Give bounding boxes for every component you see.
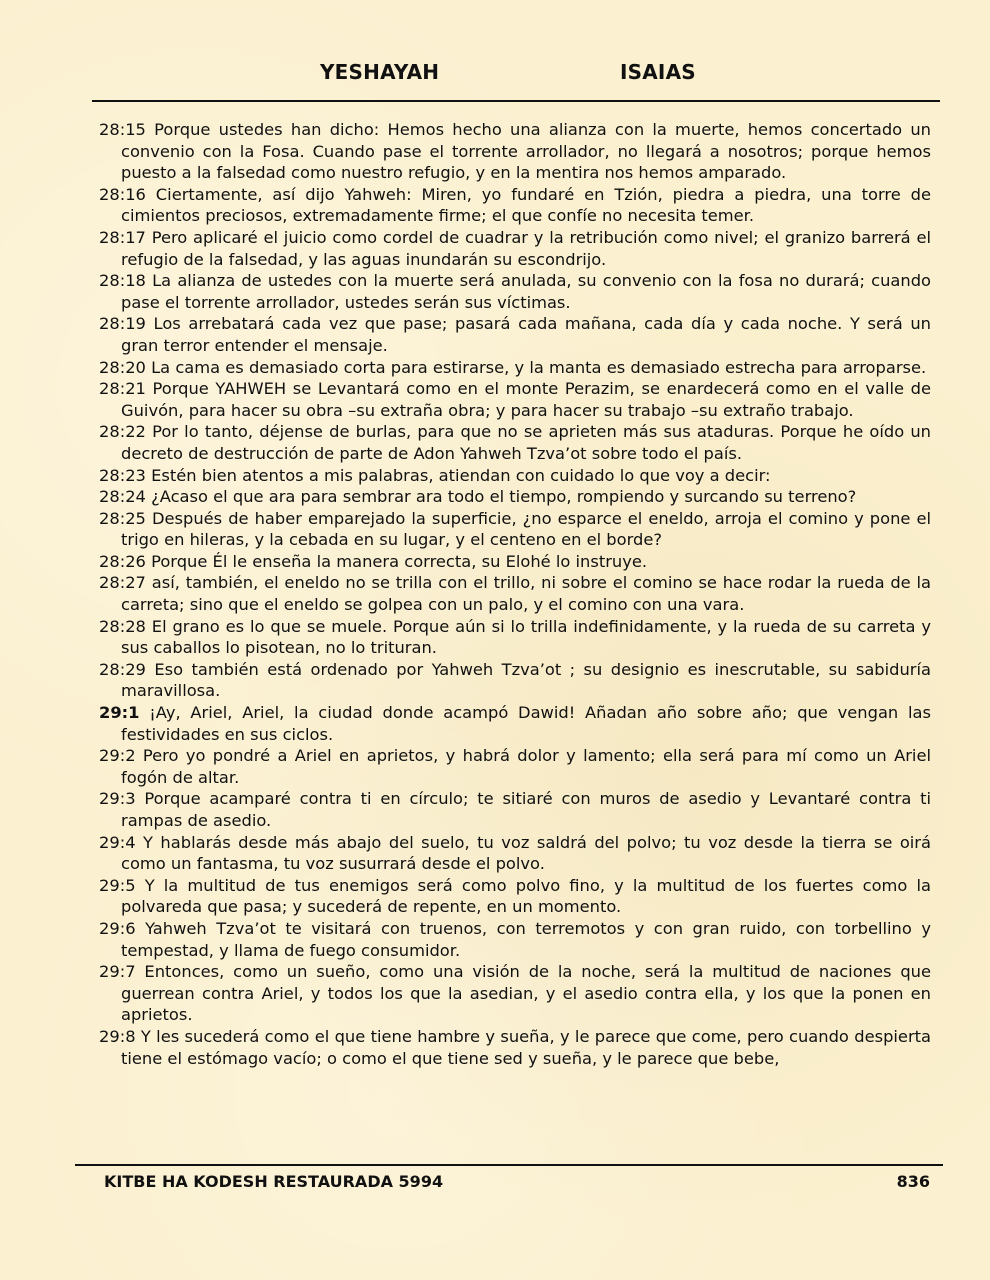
- verse-text: Porque acamparé contra ti en círculo; te sitiaré con muros de asedio y Levantaré contra ti rampas de asedio.: [121, 789, 931, 830]
- verse-reference: 29:6: [99, 918, 136, 938]
- verse-reference: 28:19: [99, 314, 146, 334]
- verse-reference: 29:1: [99, 703, 140, 723]
- verse: [99, 421, 931, 464]
- scripture-text: [99, 119, 931, 1069]
- verse-text: Pero yo pondré a Ariel en aprietos, y habrá dolor y lamento; ella será para mí como un Ariel fogón de altar.: [121, 746, 931, 787]
- verse: [99, 788, 931, 831]
- verse: [99, 270, 931, 313]
- verse: [99, 378, 931, 421]
- verse-text: Por lo tanto, déjense de burlas, para que no se aprieten más sus ataduras. Porque he oído un decreto de destrucción de parte de Adon Yahweh Tzva’ot sobre todo el país.: [121, 422, 931, 463]
- verse-text: Estén bien atentos a mis palabras, atiendan con cuidado lo que voy a decir:: [151, 465, 771, 485]
- verse-text: Entonces, como un sueño, como una visión de la noche, será la multitud de naciones que guerrean contra Ariel, y todos los que la asedian, y el asedio contra ella, y los que la ponen en aprietos.: [121, 962, 931, 1025]
- verse-reference: 29:7: [99, 962, 136, 982]
- verse-reference: 28:22: [99, 422, 146, 442]
- verse-text: así, también, el eneldo no se trilla con el trillo, ni sobre el comino se hace rodar la rueda de la carreta; sino que el eneldo se golpea con un palo, y el comino con una vara.: [121, 573, 931, 615]
- verse-reference: 28:28: [99, 616, 146, 636]
- verse: [99, 961, 931, 1026]
- verse: [99, 313, 931, 356]
- footer-book-title: KITBE HA KODESH RESTAURADA 5994: [104, 1172, 444, 1191]
- verse: [99, 508, 931, 551]
- verse-text: La alianza de ustedes con la muerte será anulada, su convenio con la fosa no durará; cuando pase el torrente arrollador, ustedes serán sus víctimas.: [121, 271, 931, 312]
- verse-reference: 29:4: [99, 832, 136, 852]
- verse-text: Yahweh Tzva’ot te visitará con truenos, con terremotos y con gran ruido, con torbellino y tempestad, y llama de fuego consumidor.: [121, 918, 931, 960]
- page-number: 836: [896, 1172, 930, 1191]
- verse-reference: 28:20: [99, 357, 146, 377]
- verse: [99, 832, 931, 875]
- verse-text: Porque Él le enseña la manera correcta, su Elohé lo instruye.: [151, 551, 648, 571]
- verse: [99, 184, 931, 227]
- header-title-hebrew: YESHAYAH: [320, 60, 440, 84]
- verse-text: La cama es demasiado corta para estirarse, y la manta es demasiado estrecha para arroparse.: [151, 357, 927, 377]
- verse-text: Y la multitud de tus enemigos será como polvo fino, y la multitud de los fuertes como la polvareda que pasa; y sucederá de repente, en un momento.: [121, 875, 931, 917]
- verse-reference: 29:2: [99, 746, 136, 766]
- verse: [99, 551, 931, 573]
- verse-reference: 28:18: [99, 271, 146, 291]
- verse-text: ¿Acaso el que ara para sembrar ara todo el tiempo, rompiendo y surcando su terreno?: [151, 487, 857, 507]
- verse-reference: 28:29: [99, 659, 146, 679]
- verse: [99, 465, 931, 487]
- footer-rule: [75, 1164, 943, 1166]
- verse-text: El grano es lo que se muele. Porque aún si lo trilla indefinidamente, y la rueda de su carreta y sus caballos lo pisotean, no lo trituran.: [121, 616, 931, 658]
- verse-reference: 28:23: [99, 465, 146, 485]
- verse-text: Pero aplicaré el juicio como cordel de cuadrar y la retribución como nivel; el granizo barrerá el refugio de la falsedad, y las aguas inundarán su escondrijo.: [121, 227, 931, 269]
- verse-reference: 28:27: [99, 573, 146, 593]
- verse: [99, 357, 931, 379]
- verse-reference: 28:25: [99, 508, 146, 528]
- verse: [99, 119, 931, 184]
- verse-text: Porque YAHWEH se Levantará como en el monte Perazim, se enardecerá como en el valle de Guivón, para hacer su obra –su extraña obra; y para hacer su trabajo –su extraño trabajo.: [121, 379, 931, 420]
- verse-reference: 28:21: [99, 379, 146, 399]
- verse-text: Porque ustedes han dicho: Hemos hecho una alianza con la muerte, hemos concertado un convenio con la Fosa. Cuando pase el torrente arrollador, no llegará a nosotros; porque hemos puesto a la falsedad como nuestro refugio, y en la mentira nos hemos amparado.: [121, 120, 931, 183]
- verse-text: ¡Ay, Ariel, Ariel, la ciudad donde acampó Dawid! Añadan año sobre año; que vengan las festividades en sus ciclos.: [121, 703, 931, 744]
- verse: [99, 616, 931, 659]
- verse-text: Eso también está ordenado por Yahweh Tzva’ot ; su designio es inescrutable, su sabiduría maravillosa.: [121, 659, 931, 701]
- verse-reference: 29:5: [99, 875, 136, 895]
- verse-reference: 28:24: [99, 487, 146, 507]
- verse: [99, 572, 931, 615]
- page-header: [0, 60, 990, 90]
- verse: [99, 918, 931, 961]
- verse: [99, 875, 931, 918]
- verse: [99, 659, 931, 702]
- verse-text: Después de haber emparejado la superficie, ¿no esparce el eneldo, arroja el comino y pone el trigo en hileras, y la cebada en su lugar, y el centeno en el borde?: [121, 508, 931, 550]
- verse-reference: 29:8: [99, 1026, 136, 1046]
- verse-reference: 28:26: [99, 551, 146, 571]
- verse: [99, 486, 931, 508]
- verse-text: Ciertamente, así dijo Yahweh: Miren, yo fundaré en Tzión, piedra a piedra, una torre de cimientos preciosos, extremadamente firme; el que confíe no necesita temer.: [121, 184, 931, 226]
- verse-text: Los arrebatará cada vez que pase; pasará cada mañana, cada día y cada noche. Y será un gran terror entender el mensaje.: [121, 314, 931, 355]
- verse: [99, 702, 931, 745]
- header-title-spanish: ISAIAS: [620, 60, 696, 84]
- verse: [99, 1026, 931, 1069]
- verse-reference: 29:3: [99, 789, 136, 809]
- verse-text: Y les sucederá como el que tiene hambre y sueña, y le parece que come, pero cuando despierta tiene el estómago vacío; o como el que tiene sed y sueña, y le parece que bebe,: [121, 1026, 931, 1068]
- verse-text: Y hablarás desde más abajo del suelo, tu voz saldrá del polvo; tu voz desde la tierra se oirá como un fantasma, tu voz susurrará desde el polvo.: [121, 832, 931, 874]
- verse-reference: 28:16: [99, 184, 146, 204]
- verse-reference: 28:17: [99, 227, 146, 247]
- header-rule: [92, 100, 940, 102]
- verse: [99, 745, 931, 788]
- verse: [99, 227, 931, 270]
- verse-reference: 28:15: [99, 120, 146, 139]
